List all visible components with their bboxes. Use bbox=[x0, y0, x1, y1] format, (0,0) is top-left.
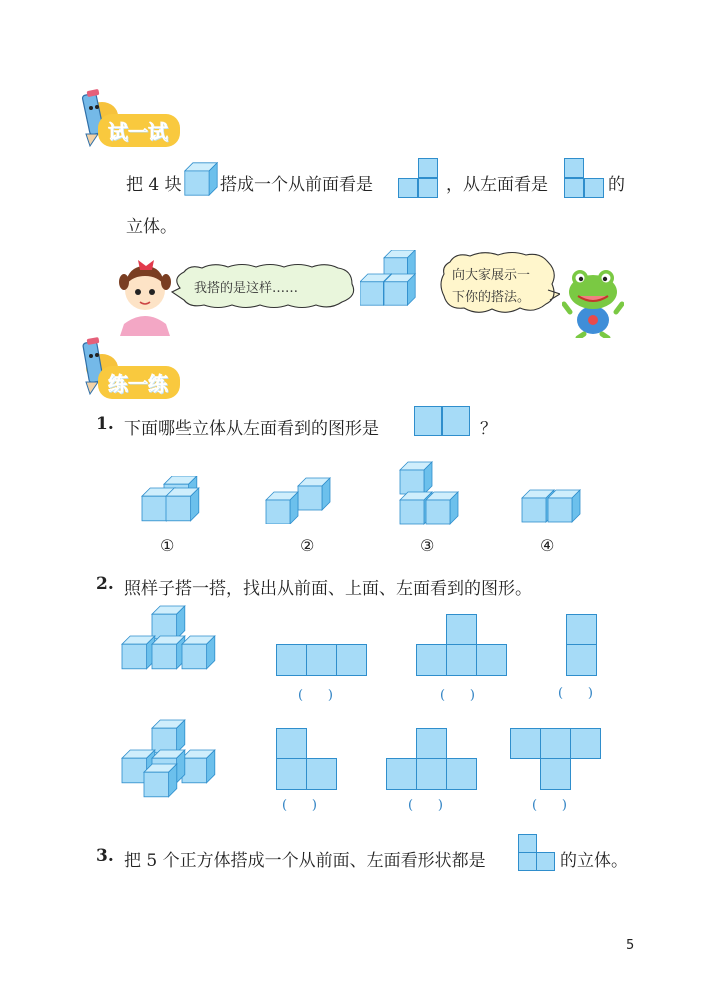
q2-text: 照样子搭一搭，找出从前面、上面、左面看到的图形。 bbox=[124, 579, 532, 599]
section-heading-practice: 练一练 bbox=[98, 366, 180, 399]
q2-number: 2. bbox=[96, 574, 114, 594]
four-cube-model bbox=[360, 250, 424, 314]
q1-label-2: ② bbox=[300, 536, 315, 555]
q2b-view-1 bbox=[276, 728, 338, 790]
section-heading-try: 试一试 bbox=[98, 114, 180, 147]
q2b-answer-3[interactable]: ( ) bbox=[532, 798, 567, 813]
instruction-part-2: 搭成一个从前面看是 bbox=[220, 175, 373, 195]
q1-text: 下面哪些立体从左面看到的图形是 bbox=[124, 419, 379, 439]
page-number: 5 bbox=[626, 938, 635, 953]
frog-bubble-line-2: 下你的搭法。 bbox=[452, 290, 531, 305]
q1-solid-4 bbox=[520, 486, 584, 528]
q3-text-part-2: 的立体。 bbox=[560, 851, 628, 871]
q2b-answer-1[interactable]: ( ) bbox=[282, 798, 317, 813]
q2a-answer-1[interactable]: ( ) bbox=[298, 688, 333, 703]
girl-bubble-text: 我搭的是这样…… bbox=[194, 281, 299, 296]
q1-number: 1. bbox=[96, 414, 114, 434]
q2-solid-b bbox=[120, 718, 224, 802]
q1-solid-1 bbox=[140, 476, 216, 528]
q3-text-part-1: 把 5 个正方体搭成一个从前面、左面看形状都是 bbox=[124, 851, 486, 871]
single-cube-icon bbox=[184, 162, 218, 196]
frog-illustration bbox=[562, 264, 624, 338]
q1-label-1: ① bbox=[160, 536, 175, 555]
q2b-answer-2[interactable]: ( ) bbox=[408, 798, 443, 813]
frog-speech-bubble bbox=[438, 250, 560, 318]
q1-label-4: ④ bbox=[540, 536, 555, 555]
q2-solid-a bbox=[120, 604, 224, 678]
q2a-answer-3[interactable]: ( ) bbox=[558, 686, 593, 701]
q3-view-figure bbox=[518, 834, 556, 872]
q2a-answer-2[interactable]: ( ) bbox=[440, 688, 475, 703]
q2a-view-1 bbox=[276, 644, 368, 676]
left-view-figure bbox=[564, 158, 606, 200]
front-view-figure bbox=[398, 158, 440, 200]
q1-solid-2 bbox=[264, 476, 338, 524]
q2b-view-3 bbox=[510, 728, 602, 790]
q2a-view-2 bbox=[416, 614, 508, 676]
instruction-line-2: 立体。 bbox=[126, 217, 177, 237]
q1-target-shape bbox=[414, 406, 472, 436]
q2b-view-2 bbox=[386, 728, 478, 790]
girl-speech-bubble bbox=[170, 262, 358, 310]
q2a-view-3 bbox=[566, 614, 598, 676]
q3-number: 3. bbox=[96, 846, 114, 866]
frog-bubble-line-1: 向大家展示一 bbox=[452, 268, 531, 283]
instruction-part-3: ，从左面看是 bbox=[446, 175, 548, 195]
q1-label-3: ③ bbox=[420, 536, 435, 555]
q1-solid-3 bbox=[398, 460, 466, 528]
q1-suffix: ？ bbox=[480, 419, 497, 439]
instruction-part-1: 把 4 块 bbox=[126, 175, 182, 195]
girl-illustration bbox=[116, 254, 174, 336]
instruction-part-4: 的 bbox=[608, 175, 625, 195]
